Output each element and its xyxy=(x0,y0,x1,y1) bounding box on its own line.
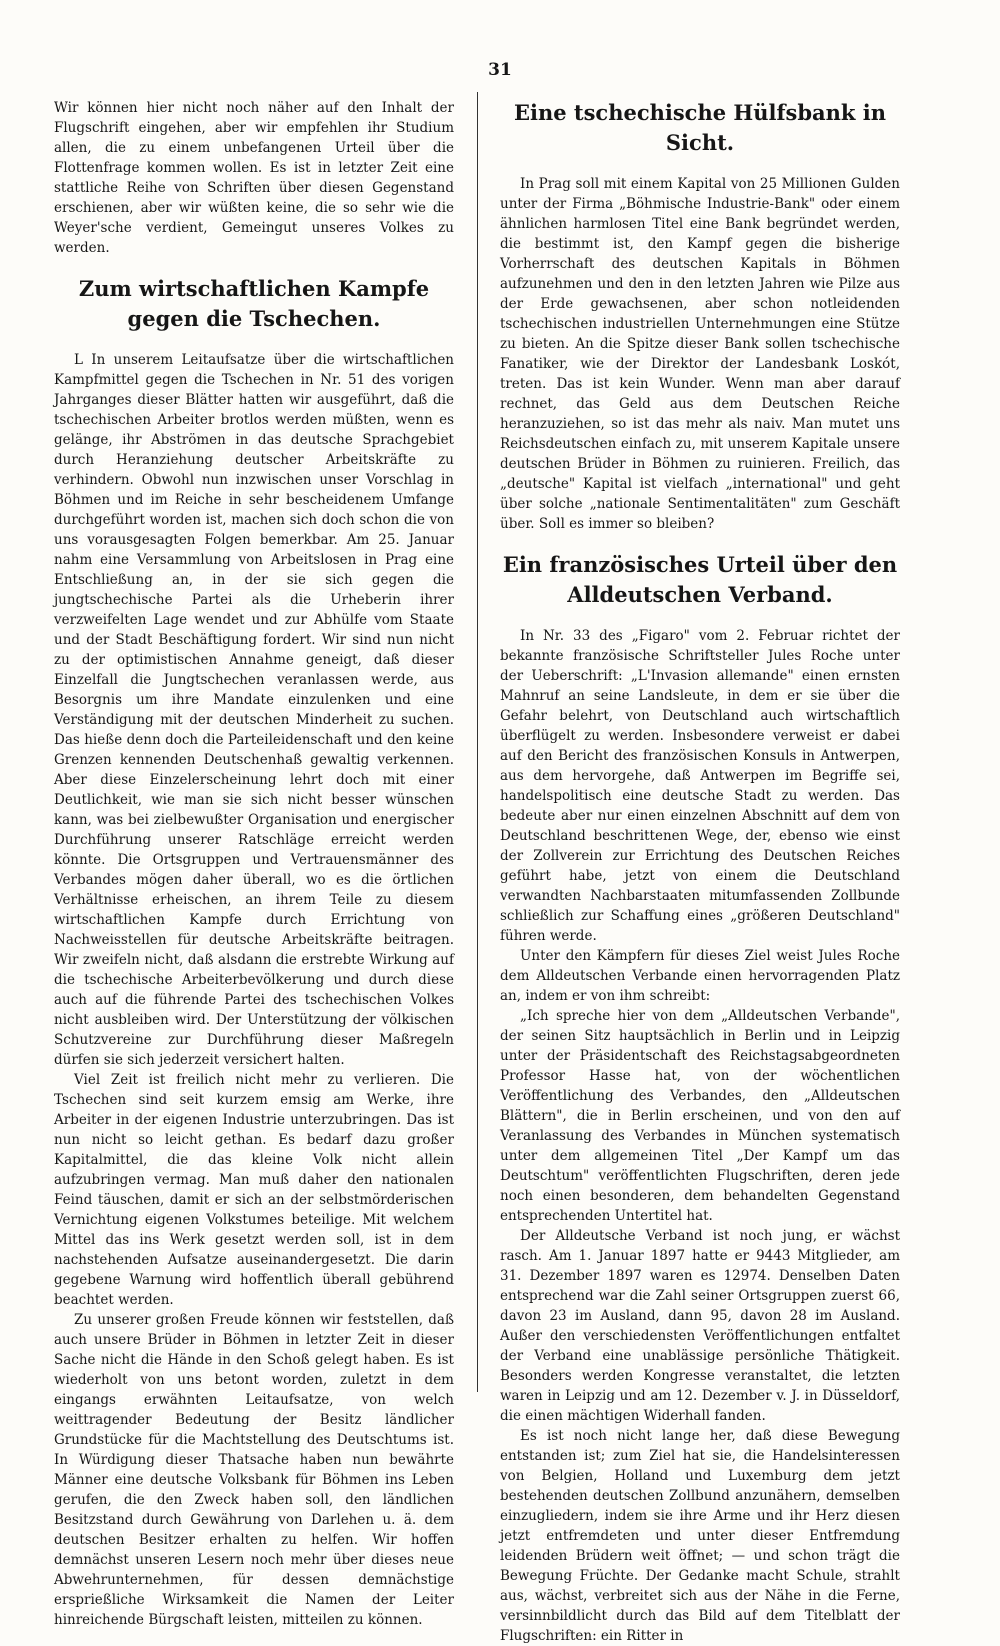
right-column xyxy=(500,98,900,1646)
article-heading-huelfsbank: Eine tschechische Hülfsbank in Sicht. xyxy=(513,100,887,155)
article-heading-franzoesisches-urteil: Ein französisches Urteil über den Alldeutschen Verband. xyxy=(502,552,898,607)
article-paragraph: Viel Zeit ist freilich nicht mehr zu verlieren. Die Tschechen sind seit kurzem emsig am Werke, ihre Arbeiter in der eigenen Industrie unterzubringen. Das ist nun nicht so leicht gethan. Es bedarf dazu großer Kapitalmittel, die das kleine Volk nicht allein aufzubringen vermag. Man muß daher den nationalen Feind täuschen, damit er sich an der selbstmörderischen Vernichtung eigenen Volkstumes beteilige. Mit welchem Mittel das ins Werk gesetzt werden soll, ist in dem nachstehenden Aufsatze auseinandergesetzt. Die darin gegebene Warnung wird hoffentlich überall gebührend beachtet werden. xyxy=(54,1072,454,1308)
article-heading-wirtschaftlicher-kampf: Zum wirtschaftlichen Kampfe gegen die Tschechen. xyxy=(78,276,430,331)
column-divider xyxy=(477,92,478,1392)
intro-paragraph: Wir können hier nicht noch näher auf den Inhalt der Flugschrift eingehen, aber wir empfehlen ihr Studium allen, die zu einem unbefangenen Urteil über die Flottenfrage kommen wollen. Es ist in letzter Zeit eine stattliche Reihe von Schriften über diesen Gegenstand erschienen, aber wir wüßten keine, die so sehr wie die Weyer'sche verdient, Gemeingut unseres Volkes zu werden. xyxy=(54,100,454,256)
article-paragraph: L In unserem Leitaufsatze über die wirtschaftlichen Kampfmittel gegen die Tschechen in Nr. 51 des vorigen Jahrganges dieser Blätter hatten wir ausgeführt, daß die tschechischen Arbeiter brotlos werden müßten, wenn es gelänge, ihr Abströmen in das deutsche Sprachgebiet durch Heranziehung deutscher Arbeitskräfte zu verhindern. Obwohl nun inzwischen unser Vorschlag in Böhmen und im Reiche in sehr bescheidenem Umfange durchgeführt worden ist, machen sich doch schon die von uns vorausgesagten Folgen bemerkbar. Am 25. Januar nahm eine Versammlung von Arbeitslosen in Prag eine Entschließung an, in der sie sich gegen die jungtschechische Partei als die Urheberin ihrer verzweifelten Lage wendet und zur Abhülfe vom Staate und der Stadt Beschäftigung fordert. Wir sind nun nicht zu der optimistischen Annahme geneigt, daß dieser Einzelfall die Jungtschechen veranlassen werde, aus Besorgnis um ihre Mandate einzulenken und eine Verständigung mit der deutschen Minderheit zu suchen. Das hieße denn doch die Parteileidenschaft und den keine Grenzen kennenden Deutschenhaß gewaltig verkennen. Aber diese Einzelerscheinung lehrt doch mit einer Deutlichkeit, wie man sie sich nicht besser wünschen kann, was bei zielbewußter Organisation und energischer Durchführung unserer Ratschläge erreicht werden könnte. Die Ortsgruppen und Vertrauensmänner des Verbandes mögen daher überall, wo es die örtlichen Verhältnisse erheischen, an ihrem Teile zu diesem wirtschaftlichen Kampfe durch Errichtung von Nachweisstellen für deutsche Arbeitskräfte beitragen. Wir zweifeln nicht, daß alsdann die erstrebte Wirkung auf die tschechische Arbeiterbevölkerung und durch diese auch auf die führende Partei des tschechischen Volkes nicht ausbleiben wird. Der Unterstützung der völkischen Schutzvereine zur Durchführung dieser Maßregeln dürfen sie sich jederzeit versichert halten. xyxy=(54,352,454,1068)
article-paragraph: Es ist noch nicht lange her, daß diese Bewegung entstanden ist; zum Ziel hat sie, die Handelsinteressen von Belgien, Holland und Luxemburg dem jetzt bestehenden deutschen Zollbund anzunähern, demselben einzugliedern, indem sie ihre Arme und ihr Herz diesen jetzt entfremdeten und unter dieser Entfremdung leidenden Brüdern weit öffnet; — und schon trägt die Bewegung Früchte. Der Gedanke macht Schule, strahlt aus, wächst, verbreitet sich aus der Nähe in die Ferne, versinnbildlicht durch das Bild auf dem Titelblatt der Flugschriften: ein Ritter in xyxy=(500,1428,900,1644)
article-paragraph: Zu unserer großen Freude können wir feststellen, daß auch unsere Brüder in Böhmen in letzter Zeit in dieser Sache nicht die Hände in den Schoß gelegt haben. Es ist wiederholt von uns betont worden, zuletzt in dem eingangs erwähnten Leitaufsatze, von welch weittragender Bedeutung der Besitz ländlicher Grundstücke für die Machtstellung des Deutschtums ist. In Würdigung dieser Thatsache haben nun bewährte Männer eine deutsche Volksbank für Böhmen ins Leben gerufen, die den Zweck haben soll, den ländlichen Besitzstand durch Gewährung von Darlehen u. ä. dem deutschen Besitzer erhalten zu helfen. Wir hoffen demnächst unseren Lesern noch mehr über dieses neue Abwehrunternehmen, für dessen demnächstige ersprießliche Wirksamkeit die Namen der Leiter hinreichende Bürgschaft leisten, mitteilen zu können. xyxy=(54,1312,454,1628)
left-column xyxy=(54,98,454,1630)
article-paragraph: In Prag soll mit einem Kapital von 25 Millionen Gulden unter der Firma „Böhmische Industrie-Bank" oder einem ähnlichen harmlosen Titel eine Bank begründet werden, die bestimmt ist, den Kampf gegen die bisherige Vorherrschaft des deutschen Kapitals in Böhmen aufzunehmen und den in den letzten Jahren wie Pilze aus der Erde gewachsenen, aber schon notleidenden tschechischen industriellen Unternehmungen eine Stütze zu bieten. An die Spitze dieser Bank sollen tschechische Fanatiker, wie der Direktor der Landesbank Loskót, treten. Das ist kein Wunder. Wenn man aber darauf rechnet, das Geld aus dem Deutschen Reiche heranzuziehen, so ist das mehr als naiv. Man mutet uns Reichsdeutschen einfach zu, mit unserem Kapitale unsere deutschen Brüder in Böhmen zu ruinieren. Freilich, das „deutsche" Kapital ist vielfach „international" und geht über solche „nationale Sentimentalitäten" zum Geschäft über. Soll es immer so bleiben? xyxy=(500,176,900,532)
quote-paragraph: „Ich spreche hier von dem „Alldeutschen Verbande", der seinen Sitz hauptsächlich in Berlin und in Leipzig unter der Präsidentschaft des Reichstagsabgeordneten Professor Hasse hat, von der wöchentlichen Veröffentlichung des Verbandes, den „Alldeutschen Blättern", die in Berlin erscheinen, und von den auf Veranlassung des Verbandes in München systematisch unter dem allgemeinen Titel „Der Kampf um das Deutschtum" veröffentlichten Flugschriften, deren jede noch einen besonderen, dem behandelten Gegenstand entsprechenden Untertitel hat. xyxy=(500,1008,900,1224)
article-paragraph: Der Alldeutsche Verband ist noch jung, er wächst rasch. Am 1. Januar 1897 hatte er 9443 Mitglieder, am 31. Dezember 1897 waren es 12974. Denselben Daten entsprechend war die Zahl seiner Ortsgruppen zuerst 66, davon 23 im Ausland, dann 95, davon 28 im Ausland. Außer den verschiedensten Veröffentlichungen entfaltet der Verband eine unablässige persönliche Thätigkeit. Besonders werden Kongresse veranstaltet, die letzten waren in Leipzig und am 12. Dezember v. J. in Düsseldorf, die einen mächtigen Widerhall fanden. xyxy=(500,1228,900,1424)
article-paragraph: Unter den Kämpfern für dieses Ziel weist Jules Roche dem Alldeutschen Verbande einen hervorragenden Platz an, indem er von ihm schreibt: xyxy=(500,948,900,1004)
page-number: 31 xyxy=(488,60,512,80)
article-paragraph: In Nr. 33 des „Figaro" vom 2. Februar richtet der bekannte französische Schriftsteller Jules Roche unter der Ueberschrift: „L'Invasion allemande" einen ernsten Mahnruf an seine Landsleute, in dem er sie über die Gefahr belehrt, von Deutschland auch wirtschaftlich überflügelt zu werden. Insbesondere verweist er dabei auf den Bericht des französischen Konsuls in Antwerpen, aus dem hervorgehe, daß Antwerpen im Begriffe sei, handelspolitisch eine deutsche Stadt zu werden. Das bedeute aber nur einen einzelnen Abschnitt auf dem von Deutschland beschrittenen Wege, der, ebenso wie einst der Zollverein zur Errichtung des Deutschen Reiches geführt habe, jetzt von einem die Deutschland verwandten Nachbarstaaten mitumfassenden Zollbunde schließlich zur Schaffung eines „größeren Deutschland" führen werde. xyxy=(500,628,900,944)
